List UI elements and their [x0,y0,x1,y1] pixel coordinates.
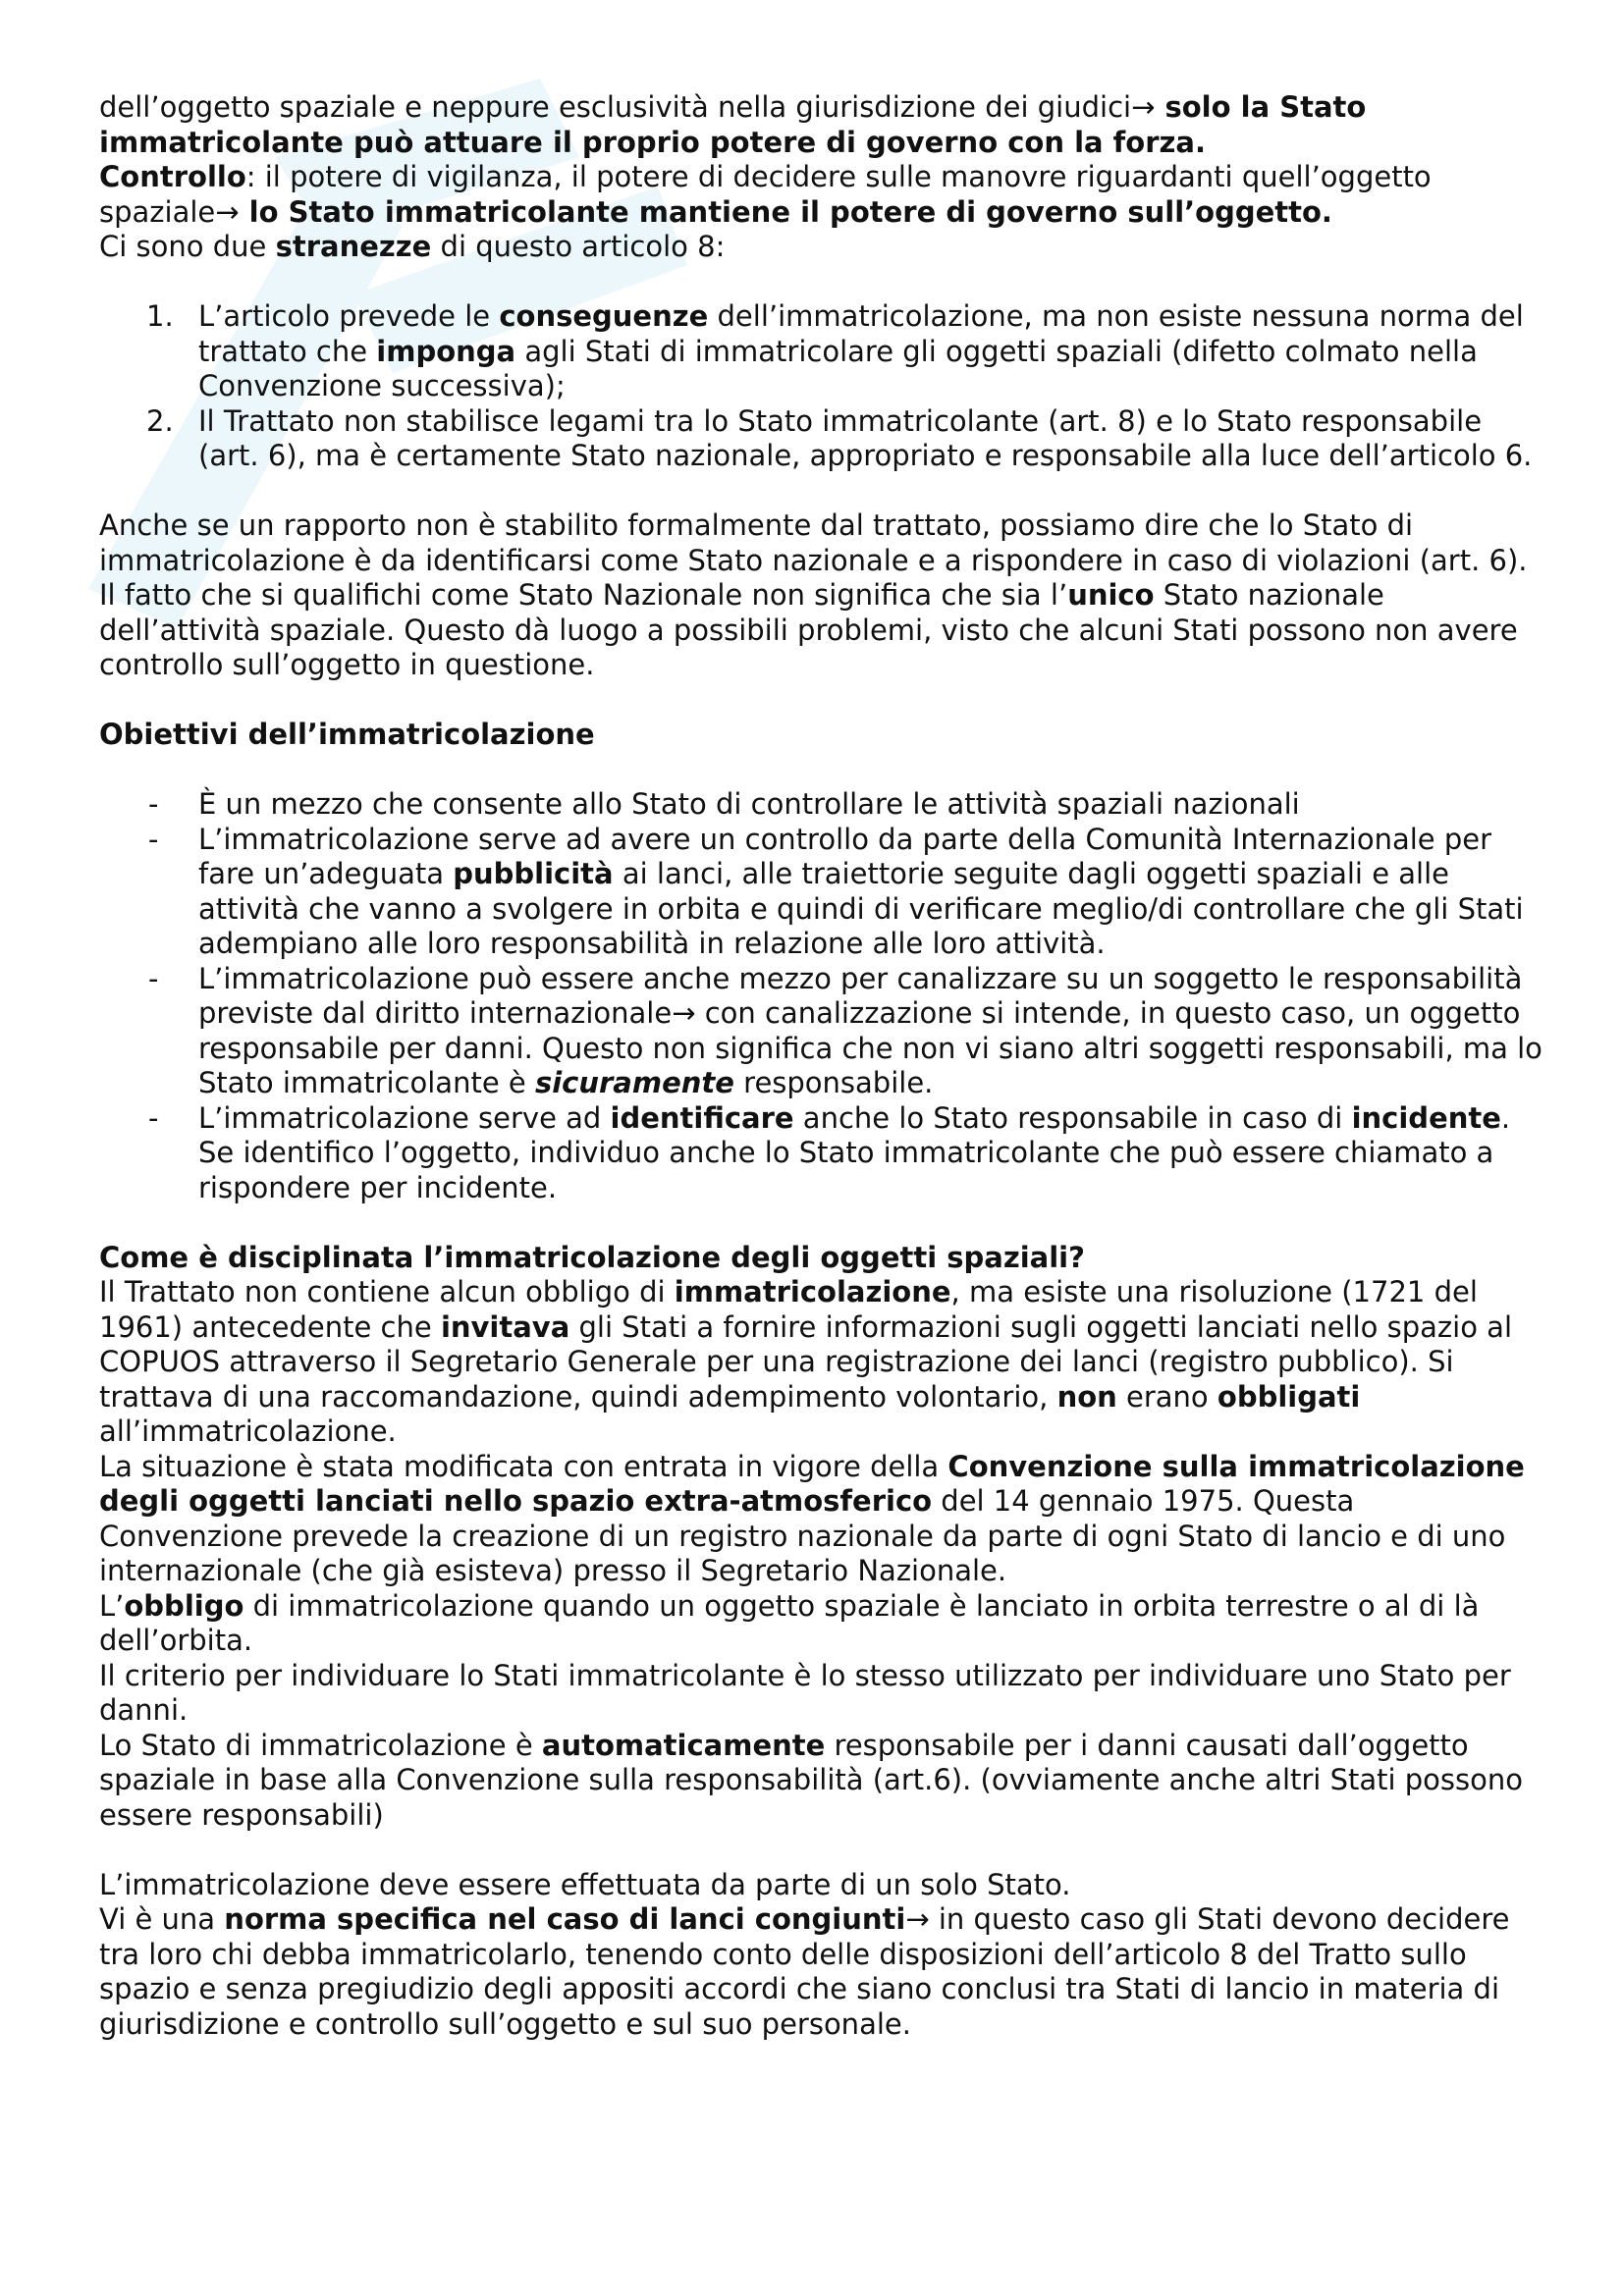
controllo-text: : il potere di vigilanza, il potere di decidere sulle manovre riguardanti quell’oggetto spaziale [99,160,1432,229]
intro-paragraph [99,90,1542,265]
rapporto-bold: unico [1067,578,1155,612]
closing-text: L’immatricolazione deve essere effettuata da parte di un solo Stato. [99,1867,1071,1901]
disciplina-heading: Come è disciplinata l’immatricolazione degli oggetti spaziali? [99,1240,1085,1274]
list-marker: 2. [146,403,174,438]
disciplina-text: erano [1116,1379,1217,1414]
list-item [99,787,1542,823]
arrow-icon: → [1131,90,1156,124]
disciplina-text: Il criterio per individuare lo Stati immatricolante è lo stesso utilizzato per individuare uno Stato per danni. [99,1658,1511,1727]
list-marker: - [148,961,159,995]
disciplina-bold: immatricolazione [674,1275,951,1308]
rapporto-text: Il fatto che si qualifichi come Stato Nazionale non significa che sia l’ [99,578,1068,612]
rapporto-text: Stato nazionale dell’attività spaziale. Questo dà luogo a possibili problemi, visto che alcuni Stati possono non avere controllo sull’oggetto in questione. [99,578,1518,681]
obiettivi-list [99,787,1542,1205]
list-item-text: ai lanci, alle traiettorie seguite dagli oggetti spaziali e alle attività che vanno a svolgere in orbita e quindi di verificare meglio/di controllare che gli Stati adempiano alle loro responsabilità in relazione alle loro attività. [198,857,1524,960]
list-marker: - [148,1100,159,1135]
disciplina-bold: automaticamente [541,1728,826,1762]
arrow-icon: → [215,194,240,229]
list-item-bold: conseguenze [499,299,709,333]
closing-bold: norma specifica nel caso di lanci congiunti [224,1902,906,1936]
arrow-icon: → [905,1902,930,1936]
list-item-text: con canalizzazione si intende, in questo caso, un oggetto responsabile per danni. Questo non significa che non vi siano altri soggetti responsabili, ma lo Stato immatricolante è [198,996,1542,1099]
disciplina-text: responsabile per i danni causati dall’oggetto spaziale in base alla Convenzione sulla responsabilità (art.6). (ovviamente anche altri Stati possono essere responsabili) [99,1728,1523,1832]
list-item-text: L’articolo prevede le [198,299,500,333]
disciplina-bold: Convenzione sulla immatricolazione degli oggetti lanciati nello spazio extra-atmosferico [99,1449,1525,1518]
stranezze-bold: stranezze [275,230,432,263]
closing-text: in questo caso gli Stati devono decidere tra loro chi debba immatricolarlo, tenendo conto delle disposizioni dell’articolo 8 del Tratto sullo spazio e senza pregiudizio degli appositi accordi che siano conclusi tra Stati di lancio in materia di giurisdizione e controllo sull’oggetto e sul suo personale. [99,1902,1510,2041]
stranezze-list [99,299,1542,474]
disciplina-bold: non [1056,1379,1117,1414]
intro-bold-text: solo la Stato immatricolante può attuare il proprio potere di governo con la forza. [99,90,1367,159]
controllo-bold-text: lo Stato immatricolante mantiene il potere di governo sull’oggetto. [239,194,1332,229]
controllo-label: Controllo [99,160,246,193]
list-item-text: . Se identifico l’oggetto, individuo anche lo Stato immatricolante che può essere chiamato a rispondere per incidente. [198,1100,1511,1204]
list-marker: - [148,787,159,821]
list-item-text: Il Trattato non stabilisce legami tra lo Stato immatricolante (art. 8) e lo Stato responsabile (art. 6), ma è certamente Stato nazionale, appropriato e responsabile alla luce dell’articolo 6. [198,403,1533,472]
disciplina-text: La situazione è stata modificata con entrata in vigore della [99,1449,948,1483]
disciplina-text: del 14 gennaio 1975. Questa Convenzione prevede la creazione di un registro nazionale da parte di ogni Stato di lancio e di uno internazionale (che già esisteva) presso il Segretario Nazionale. [99,1484,1506,1587]
list-item [99,404,1542,474]
disciplina-bold: invitava [440,1309,570,1344]
list-item-bold: incidente [1351,1100,1501,1135]
intro-text: dell’oggetto spaziale e neppure esclusività nella giurisdizione dei giudici [99,90,1132,124]
list-item-text: agli Stati di immatricolare gli oggetti spaziali (difetto colmato nella Convenzione successiva); [198,334,1478,402]
disciplina-text: Il Trattato non contiene alcun obbligo di [99,1275,675,1308]
list-item-text: anche lo Stato responsabile in caso di [793,1100,1352,1135]
closing-paragraph [99,1868,1542,2043]
list-marker: - [148,822,159,856]
disciplina-paragraph [99,1275,1542,1833]
stranezze-text: Ci sono due [99,230,276,263]
stranezze-text-end: di questo articolo 8: [431,230,726,263]
document-page [99,90,1542,2042]
disciplina-bold: obbligo [124,1588,244,1623]
disciplina-text: Lo Stato di immatricolazione è [99,1728,542,1762]
list-item-text: È un mezzo che consente allo Stato di controllare le attività spaziali nazionali [198,787,1300,821]
list-marker: 1. [146,299,174,333]
list-item-text: dell’immatricolazione, ma non esiste nessuna norma del trattato che [198,299,1524,368]
list-item-bold: imponga [376,334,516,368]
rapporto-text: Anche se un rapporto non è stabilito formalmente dal trattato, possiamo dire che lo Stato di immatricolazione è da identificarsi come Stato nazionale e a rispondere in caso di violazioni (art. 6). [99,508,1528,577]
list-item [99,962,1542,1101]
disciplina-bold: obbligati [1217,1379,1361,1414]
list-item-text: L’immatricolazione può essere anche mezzo per canalizzare su un soggetto le responsabilità previste dal diritto internazionale [198,961,1523,1030]
closing-text: Vi è una [99,1902,225,1936]
rapporto-paragraph [99,508,1542,683]
disciplina-text: L’ [99,1588,125,1623]
arrow-icon: → [672,996,696,1030]
list-item-text: responsabile. [733,1066,934,1099]
list-item [99,823,1542,962]
list-item-text: L’immatricolazione serve ad avere un controllo da parte della Comunità Internazionale per fare un’adeguata [198,822,1492,890]
list-item-text: L’immatricolazione serve ad [198,1100,611,1135]
list-item [99,1101,1542,1206]
disciplina-text: , ma esiste una risoluzione (1721 del 1961) antecedente che [99,1275,1478,1344]
list-item [99,299,1542,404]
list-item-bold: identificare [610,1100,794,1135]
disciplina-text: gli Stati a fornire informazioni sugli oggetti lanciati nello spazio al COPUOS attraverso il Segretario Generale per una registrazione dei lanci (registro pubblico). Si trattava di una raccomandazione, quindi adempimento volontario, [99,1309,1512,1414]
disciplina-text: all’immatricolazione. [99,1415,397,1448]
list-item-bold: pubblicità [453,857,614,890]
obiettivi-heading: Obiettivi dell’immatricolazione [99,718,595,751]
list-item-bold-italic: sicuramente [534,1066,734,1099]
disciplina-text: di immatricolazione quando un oggetto spaziale è lanciato in orbita terrestre o al di là dell’orbita. [99,1588,1480,1657]
